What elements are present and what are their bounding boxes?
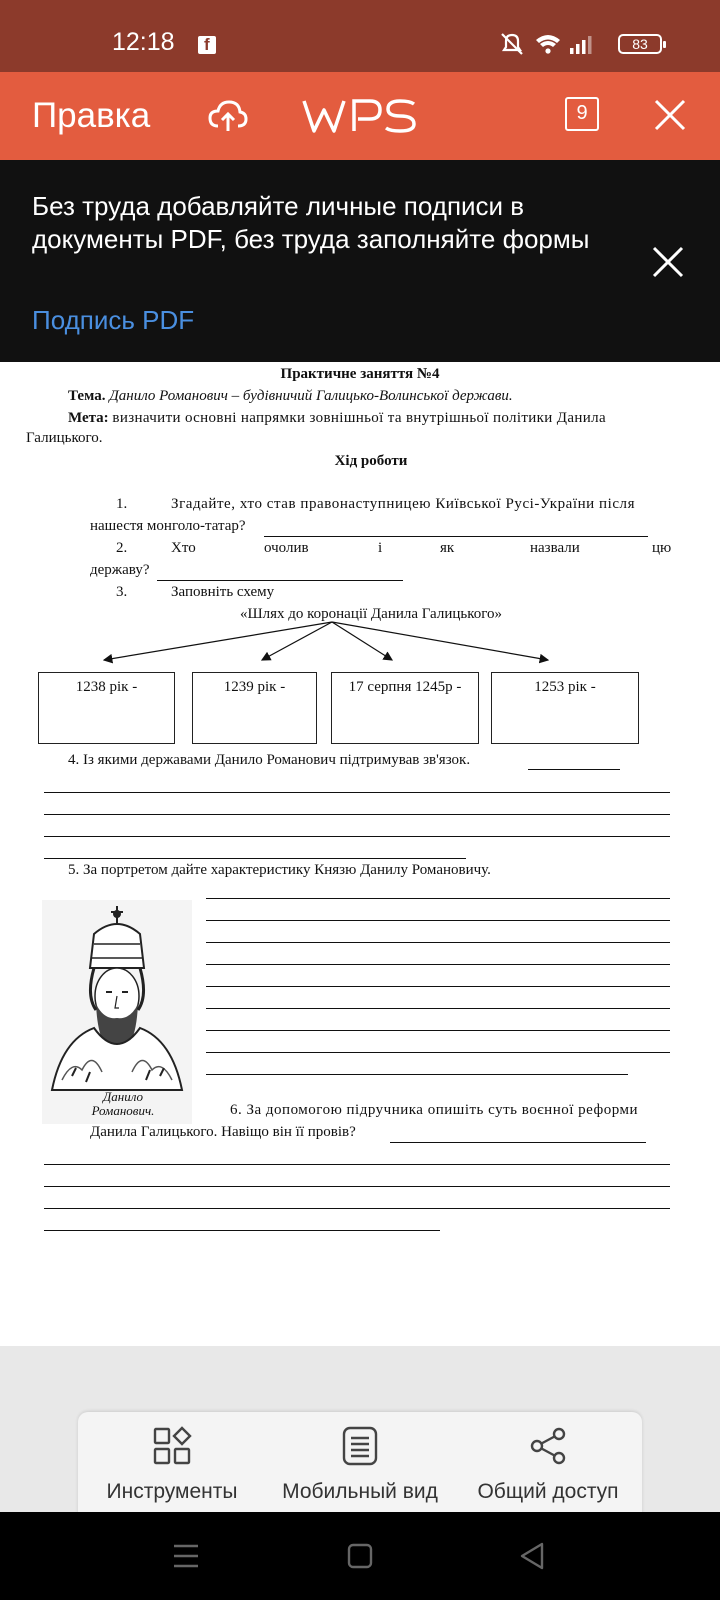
system-nav-bar bbox=[0, 1512, 720, 1600]
q2-word-6: цю bbox=[652, 540, 672, 556]
scheme-box-1238[interactable]: 1238 рік - bbox=[38, 672, 175, 744]
q5-answer-line-9[interactable] bbox=[206, 1074, 628, 1075]
scheme-box-1239[interactable]: 1239 рік - bbox=[192, 672, 317, 744]
wifi-icon bbox=[536, 35, 560, 54]
q6-answer-line-4[interactable] bbox=[44, 1230, 440, 1231]
theme-label: Тема. bbox=[68, 388, 106, 404]
q2-number: 2. bbox=[116, 540, 128, 556]
q3-text: Заповніть схему bbox=[171, 584, 275, 600]
menu-nav-icon[interactable] bbox=[172, 1536, 200, 1576]
scheme-box-1253[interactable]: 1253 рік - bbox=[491, 672, 639, 744]
home-nav-icon[interactable] bbox=[346, 1536, 374, 1576]
status-bar bbox=[0, 0, 720, 72]
q4-text: 4. Із якими державами Данило Романович підтримував зв'язок. bbox=[68, 752, 471, 768]
share-button[interactable] bbox=[454, 1412, 642, 1516]
progress-heading: Хід роботи bbox=[334, 453, 408, 469]
q4-answer-line-0[interactable] bbox=[528, 769, 620, 770]
q4-answer-line-3[interactable] bbox=[44, 836, 670, 837]
bottom-toolbar bbox=[78, 1412, 642, 1516]
q1-line2: нашестя монголо-татар? bbox=[90, 518, 246, 534]
edit-button[interactable]: Правка bbox=[32, 96, 151, 135]
cloud-upload-icon[interactable] bbox=[208, 98, 248, 134]
goal-label: Мета: bbox=[68, 410, 109, 426]
pdf-signature-link[interactable]: Подпись PDF bbox=[32, 305, 195, 335]
mute-icon bbox=[502, 34, 522, 54]
portrait-caption: Данило Романович. bbox=[91, 1089, 155, 1118]
q6-answer-line-2[interactable] bbox=[44, 1186, 670, 1187]
mobile-view-label: Мобильный вид bbox=[282, 1480, 438, 1503]
back-nav-icon[interactable] bbox=[518, 1536, 546, 1576]
q4-answer-line-4[interactable] bbox=[44, 858, 466, 859]
q2-word-1: Хто bbox=[171, 540, 196, 556]
q6-line2: Данила Галицького. Навіщо він її провів? bbox=[90, 1124, 356, 1140]
goal-text: визначити основні напрямки зовнішньої та внутрішньої політики Данила bbox=[112, 410, 606, 426]
q1-line1: Згадайте, хто став правонаступницею Київської Русі-України після bbox=[171, 496, 636, 512]
q6-answer-line-1[interactable] bbox=[44, 1164, 670, 1165]
facebook-notification-icon: f bbox=[198, 36, 216, 54]
scheme-box-1245[interactable]: 17 серпня 1245р - bbox=[331, 672, 479, 744]
q4-answer-line-1[interactable] bbox=[44, 792, 670, 793]
q1-answer-line[interactable] bbox=[264, 536, 648, 537]
signal-icon bbox=[570, 36, 592, 54]
scheme-arrows bbox=[0, 620, 720, 674]
promo-banner bbox=[0, 160, 720, 362]
q2-answer-line[interactable] bbox=[157, 580, 403, 581]
mobile-view-icon bbox=[340, 1426, 380, 1466]
q5-answer-line-4[interactable] bbox=[206, 964, 670, 965]
q5-answer-line-5[interactable] bbox=[206, 986, 670, 987]
q2-line2: державу? bbox=[90, 562, 150, 578]
document-page[interactable] bbox=[0, 362, 720, 1346]
q5-text: 5. За портретом дайте характеристику Князю Данилу Романовичу. bbox=[68, 862, 491, 878]
goal-text-2: Галицького. bbox=[26, 430, 103, 446]
scheme-title: «Шлях до коронації Данила Галицького» bbox=[239, 606, 503, 622]
q5-answer-line-3[interactable] bbox=[206, 942, 670, 943]
q4-answer-line-2[interactable] bbox=[44, 814, 670, 815]
q1-number: 1. bbox=[116, 496, 128, 512]
tools-label: Инструменты bbox=[106, 1480, 238, 1503]
share-label: Общий доступ bbox=[477, 1480, 619, 1503]
battery-icon: 83 bbox=[618, 34, 662, 54]
tools-button[interactable] bbox=[78, 1412, 266, 1516]
tabs-count-button[interactable]: 9 bbox=[565, 97, 599, 131]
close-icon[interactable] bbox=[654, 99, 686, 131]
q2-word-5: назвали bbox=[530, 540, 580, 556]
promo-text: Без труда добавляйте личные подписи в документы PDF, без труда заполняйте формы bbox=[32, 191, 590, 254]
q5-answer-line-2[interactable] bbox=[206, 920, 670, 921]
goal-line bbox=[68, 410, 606, 427]
q2-word-4: як bbox=[440, 540, 455, 556]
status-icons bbox=[500, 30, 610, 58]
q3-number: 3. bbox=[116, 584, 128, 600]
q6-line1: 6. За допомогою підручника опишіть суть воєнної реформи bbox=[230, 1102, 638, 1118]
close-promo-icon[interactable] bbox=[652, 246, 684, 278]
q2-word-2: очолив bbox=[264, 540, 309, 556]
q6-answer-line-3[interactable] bbox=[44, 1208, 670, 1209]
status-time: 12:18 bbox=[112, 28, 175, 56]
tools-grid-icon bbox=[152, 1426, 192, 1466]
q6-answer-line-0[interactable] bbox=[390, 1142, 646, 1143]
q5-answer-line-1[interactable] bbox=[206, 898, 670, 899]
doc-title: Практичне заняття №4 bbox=[280, 366, 440, 382]
q2-word-3: і bbox=[378, 540, 383, 556]
q5-answer-line-6[interactable] bbox=[206, 1008, 670, 1009]
wps-logo bbox=[302, 98, 418, 134]
share-icon bbox=[528, 1426, 568, 1466]
app-bar bbox=[0, 72, 720, 160]
mobile-view-button[interactable] bbox=[266, 1412, 454, 1516]
theme-text: Данило Романович – будівничий Галицько-Волинської держави. bbox=[109, 388, 513, 404]
theme-line bbox=[68, 388, 513, 405]
q5-answer-line-8[interactable] bbox=[206, 1052, 670, 1053]
q5-answer-line-7[interactable] bbox=[206, 1030, 670, 1031]
